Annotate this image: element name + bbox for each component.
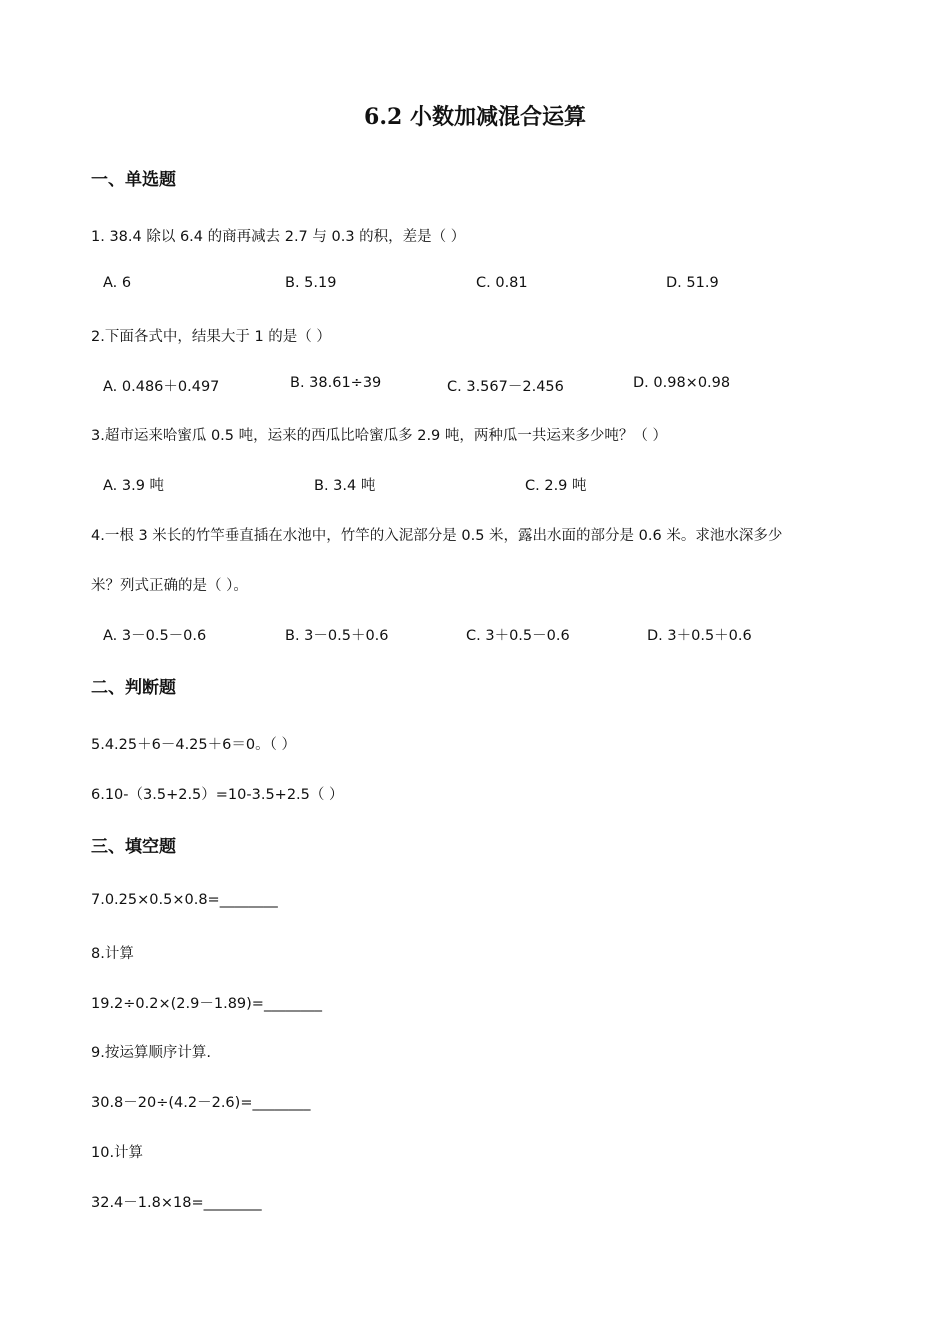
section-heading-true-false: 二、判断题 [91,678,176,698]
page-title: 6.2 小数加减混合运算 [364,104,586,130]
q4-option-c: C. 3＋0.5－0.6 [466,628,570,644]
q1-option-a: A. 6 [103,275,132,291]
q1-option-b: B. 5.19 [285,275,337,291]
question-1: 1. 38.4 除以 6.4 的商再减去 2.7 与 0.3 的积，差是（ ） [91,229,466,245]
section-heading-fill-in: 三、填空题 [91,837,176,857]
question-2: 2.下面各式中，结果大于 1 的是（ ） [91,329,331,345]
q3-option-c: C. 2.9 吨 [525,478,587,494]
q2-option-d: D. 0.98×0.98 [633,375,731,391]
q2-option-a: A. 0.486＋0.497 [103,379,220,395]
q2-option-c: C. 3.567－2.456 [447,379,564,395]
question-4-line-2: 米？列式正确的是（ ）。 [91,578,248,594]
question-8-expression: 19.2÷0.2×(2.9－1.89)=________ [91,996,322,1012]
question-10-expression: 32.4－1.8×18=________ [91,1195,262,1211]
q4-option-b: B. 3－0.5＋0.6 [285,628,389,644]
question-7: 7.0.25×0.5×0.8=________ [91,892,278,908]
section-heading-single-choice: 一、单选题 [91,170,176,190]
question-6: 6.10-（3.5+2.5）=10-3.5+2.5（ ） [91,787,344,803]
question-8-label: 8.计算 [91,946,134,962]
q4-option-d: D. 3＋0.5＋0.6 [647,628,752,644]
question-9-expression: 30.8－20÷(4.2－2.6)=________ [91,1095,311,1111]
question-4-line-1: 4.一根 3 米长的竹竿垂直插在水池中，竹竿的入泥部分是 0.5 米，露出水面的部分是 0.6 米。求池水深多少 [91,528,783,544]
q3-option-b: B. 3.4 吨 [314,478,376,494]
question-9-label: 9.按运算顺序计算. [91,1045,211,1061]
q2-option-b: B. 38.61÷39 [290,375,382,391]
question-3: 3.超市运来哈蜜瓜 0.5 吨，运来的西瓜比哈蜜瓜多 2.9 吨，两种瓜一共运来多少吨？（ ） [91,428,667,444]
q4-option-a: A. 3－0.5－0.6 [103,628,207,644]
question-10-label: 10.计算 [91,1145,144,1161]
q3-option-a: A. 3.9 吨 [103,478,165,494]
question-5: 5.4.25＋6－4.25＋6＝0。（ ） [91,737,296,753]
q1-option-c: C. 0.81 [476,275,528,291]
q1-option-d: D. 51.9 [666,275,719,291]
